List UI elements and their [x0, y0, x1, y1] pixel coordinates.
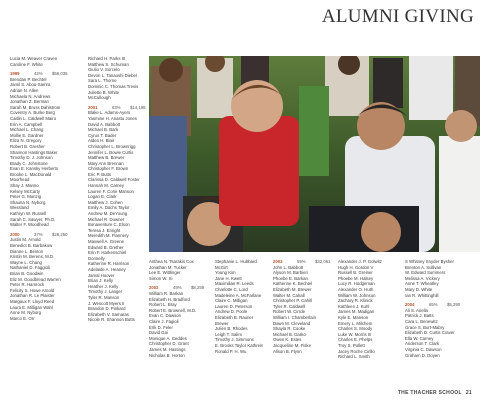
donor-name: Jonathan R. Le Plaister	[10, 293, 55, 299]
footer-school: THE THACHER SCHOOL	[397, 390, 462, 396]
donor-name: Sarah C. Sawyer, Ph.D.	[10, 216, 56, 222]
donor-name: McCullough	[88, 95, 111, 101]
donor-name: Virginia C. Dawson	[405, 346, 442, 352]
donor-name: S Whitney Snyder Bysher	[405, 259, 454, 264]
donor-name: Christopher P. Cahill	[273, 298, 312, 304]
donor-name: Margaux F. Lloyd Reed	[10, 298, 55, 304]
donor-name: James M. Madigan	[338, 309, 375, 315]
donor-name: Peter G. Munzig	[10, 194, 42, 200]
participation-percent: 37%	[34, 231, 43, 237]
donor-name: Alison B. Flynn	[273, 348, 302, 354]
donor-name: Logan E. Clark	[88, 194, 117, 200]
donor-name: Christopher D. Grant	[149, 341, 189, 347]
donor-name: Yasmine H. Anastu Jones	[88, 115, 137, 121]
gift-total: $32,061	[315, 259, 331, 264]
donor-name: David Gai	[149, 330, 168, 336]
participation-percent: 42%	[34, 71, 43, 77]
participation-percent: 65%	[429, 302, 438, 308]
donor-name: Phoebe M. Halsey	[338, 275, 374, 281]
donor-name: Blake L. Adams-Ayers	[88, 110, 131, 116]
donor-name: Brenton A. Sullivan	[405, 264, 442, 270]
donor-name: Caitlin L. Caldwell Mairo	[10, 115, 57, 121]
donor-name: Luke W. Morris III	[338, 331, 372, 337]
class-year: 1999	[10, 71, 20, 77]
donor-name: Andrew M. DeYoung	[88, 211, 128, 217]
donor-name: Elizabeth B. Rauner	[215, 314, 254, 320]
donor-name: Lucy R. Hodgeman	[338, 281, 375, 287]
donor-name: William W. Johnson	[338, 292, 376, 298]
donor-name: Alexander J. P. Golwitz	[338, 259, 382, 264]
donor-name: Eric P. Butts	[88, 171, 112, 177]
donor-name: Shayla R. Cooke	[273, 326, 306, 332]
donor-name: Katherine K. Bechtel	[273, 281, 313, 287]
donor-column-1	[10, 56, 68, 321]
gift-total: $56,035	[52, 71, 68, 77]
donor-name: Emily A. Dachs Taylor	[88, 205, 130, 211]
donor-name: Jonathan Z. Berman	[10, 99, 49, 105]
donor-name: Grace S. Burt-Mabry	[405, 324, 445, 330]
donor-name: Giulio V. Sorcelo	[88, 67, 120, 73]
donor-name: Heather J. Kelly	[88, 283, 119, 289]
donor-name: Tyler R. Manson	[88, 294, 120, 300]
donor-name: Robert W. Cirrde	[273, 309, 305, 315]
donor-column-2	[88, 56, 146, 323]
donor-name: Felicity S. Howe Arnold	[10, 287, 55, 293]
donor-name: Claire C. Milligan	[215, 298, 248, 304]
page-number: 21	[465, 390, 472, 396]
gift-total: $8,259	[191, 285, 205, 291]
donor-name: Stephanie L. Hubbard	[215, 259, 257, 264]
donor-name: Zachary R. Klinick	[338, 298, 373, 304]
donor-name: Brian B. Goodwin	[10, 270, 44, 276]
donor-name: Robert L. Bray	[149, 302, 177, 308]
donor-name: Emery L. Milchem	[338, 320, 373, 326]
donor-name: Peter R. Hamrock	[10, 282, 45, 288]
donor-column-6	[338, 259, 382, 360]
donor-name: Anne M. Nyborg	[10, 310, 42, 316]
donor-name: William I. Chamberlain	[273, 314, 316, 320]
donor-name: Richard H. Parks III	[88, 56, 126, 61]
donor-name: Graham D. Doyen	[405, 352, 440, 358]
donor-name: Matthew S. Schuman	[88, 61, 129, 67]
class-year: 2002	[149, 285, 159, 291]
donor-name: Walter F. Woodhead	[10, 222, 49, 228]
donor-name: Coventry A. Burke Berg	[10, 110, 55, 116]
donor-name: Elizabeth H. Bradford	[149, 296, 190, 302]
donor-name: Erin A. Campbell	[10, 121, 43, 127]
donor-name: Katherine R. Harrison	[88, 261, 130, 267]
donor-name: Elizabeth D. Curtis Craver	[405, 330, 455, 336]
donor-name: William R. Barkan	[149, 290, 184, 296]
donor-column-7	[405, 259, 460, 358]
donor-name: Evan C. Dawson	[149, 313, 182, 319]
donor-name: Erin F. Harkenschiel	[88, 250, 127, 256]
class-year: 2000	[10, 231, 20, 237]
donor-name: Timothy J. Langer	[88, 289, 123, 295]
donor-name: Maximilian R. Leeds	[215, 281, 254, 287]
donor-name: Kristin M. Berens, M.D.	[10, 254, 55, 260]
donor-name: James M. Hastings	[149, 346, 186, 352]
donor-name: Devon L. Tanaoshi Diebel	[88, 72, 137, 78]
donor-name: Christopher L. Brownrigg	[88, 143, 136, 149]
donor-column-4	[215, 259, 263, 354]
donor-name: Nathaniel D. Faggioli	[10, 265, 50, 271]
donor-name: Lee E. Wittlinger	[149, 270, 181, 276]
donor-name: Maxwell A. Greene	[88, 239, 125, 244]
donor-name: Justin M. Arnold	[10, 237, 41, 243]
donor-name: Mary D. White	[405, 286, 433, 292]
donor-name: Troy S. Pollett	[338, 342, 365, 348]
donor-name: Ian R. Whittinghill	[405, 292, 439, 298]
students-photo	[149, 56, 480, 252]
donor-name: Charles S. Moody	[338, 326, 373, 332]
donor-name: Kyle E. Manson	[338, 314, 369, 320]
donor-name: Shay J. Manno	[10, 183, 39, 189]
class-year-header	[405, 302, 460, 308]
donor-name: Shannon Hastings Baker	[10, 149, 58, 155]
donor-name: Michael B. Bark	[88, 127, 119, 133]
donor-name: Marco E. Orr	[10, 315, 35, 321]
donor-name: Elizabeth V. Samaras	[88, 311, 129, 317]
donor-name: Christopher F. Brown	[88, 166, 129, 172]
donor-name: Brady C. Johnstone	[10, 160, 48, 166]
donor-name: Patrick J. Batts	[405, 313, 434, 319]
donor-name: W. Edward Summers	[405, 270, 446, 276]
donor-name: McGirt	[215, 264, 228, 270]
donor-name: Hugh H. Gordon V	[338, 264, 374, 270]
donor-name: Michael R. Downer	[88, 216, 125, 222]
donor-name: Laura E. Milligan Wahl	[10, 304, 53, 310]
donor-name: Dominic C. Thomas Trevis	[88, 83, 139, 89]
class-year: 2003	[273, 259, 283, 264]
donor-name: Teresa J. Enright	[88, 227, 121, 233]
donor-name: Hannah M. Carney	[88, 183, 125, 189]
donor-name: Clarissa D. Caldwell Foster	[88, 177, 140, 183]
donor-name: Kathleen J. Kuhl	[338, 303, 370, 309]
donor-name: Julien B. Rhodes	[215, 326, 248, 332]
donor-name: Dianne L. Benton	[10, 248, 44, 254]
donor-name: Ali S. Ariella	[405, 307, 428, 313]
donor-name: Ronald P. H. Wu	[215, 348, 247, 354]
donor-name: Lauren D. Peterson	[215, 303, 253, 309]
donor-name: Matthew B. Brewer	[88, 155, 125, 161]
donor-name: Jamil S. Abou-Samra	[10, 82, 51, 88]
donor-name: Michaela N. Andrews	[10, 93, 51, 99]
donor-name: Meredith M. Flannery	[88, 233, 129, 239]
page-title: ALUMNI GIVING	[321, 6, 474, 27]
donor-name: Lauren F. Corie Manson	[88, 188, 134, 194]
participation-percent: 63%	[112, 104, 121, 110]
donor-name: Ella W. Carney	[405, 335, 434, 341]
donor-name: Brandon D. Pinkard	[88, 306, 126, 312]
gift-total: $28,250	[52, 231, 68, 237]
donor-name: Bonaventure C. Elson	[88, 222, 130, 228]
donor-column-3	[149, 259, 204, 358]
donor-name: Claire J. Fagioli	[149, 318, 179, 324]
donor-name: Timothy J. Simmons	[215, 337, 254, 343]
class-year-header	[10, 71, 68, 77]
class-year: 2004	[405, 302, 415, 308]
donor-name: Mary Ann Brennan	[88, 160, 124, 166]
donor-name: Brooke L. MacDonald	[10, 171, 52, 177]
donor-name: Brendan P. Bechtel	[10, 76, 47, 82]
gift-total: $14,198	[130, 104, 146, 110]
donor-name: Richard L. Smith	[338, 354, 370, 360]
donor-name: Donnelly	[88, 255, 105, 261]
donor-column-5	[273, 255, 331, 354]
donor-name: Brewer	[215, 320, 229, 326]
donor-name: Russell B. Greiner	[338, 270, 373, 276]
donor-name: Tyler R. Caldwell	[273, 303, 306, 309]
donor-name: Erik D. Feler	[149, 324, 173, 330]
donor-name: Wayne L. Chang	[10, 259, 42, 265]
donor-name: Charlotte C. Lord	[215, 286, 248, 292]
donor-name: John L. Babbott	[273, 264, 304, 270]
donor-name: Brian J. Kelly	[88, 278, 114, 284]
donor-name: Melissa A. Vickery	[405, 275, 440, 281]
donor-name: Jonathan M. Tucker	[149, 264, 187, 270]
donor-name: Nicole R. Shannon Butts	[88, 317, 135, 323]
donor-name: Jacqueline M. Fiske	[273, 342, 311, 348]
donor-name: Anthea N. Tsarakis Cox	[149, 259, 194, 264]
gift-total: $5,290	[447, 302, 461, 308]
donor-name: Nicholas B. Horton	[149, 352, 185, 358]
participation-percent: 59%	[297, 259, 306, 264]
donor-name: Michael L. Chang	[10, 127, 44, 133]
donor-name: Shauna N. Nyborg	[10, 199, 46, 205]
donor-name: Cara L. Benewitz	[405, 318, 438, 324]
donor-name: Anne T. Wheatley	[405, 281, 439, 287]
donor-name: Matthew J. Cohen	[88, 199, 123, 205]
donor-name: Eliz M. Goodbread Warren	[10, 276, 61, 282]
donor-name: Elizabeth M. Brewer	[273, 286, 312, 292]
donor-name: E. Brooks Taylor Kathrein	[215, 342, 264, 348]
donor-name: Robert B. Gresher	[10, 143, 45, 149]
donor-name: Monique A. Geddes	[149, 335, 187, 341]
donor-name: Charles E. Phelps	[338, 337, 373, 343]
donor-name: J. Wescott Myers II	[88, 300, 125, 306]
donor-name: Phoebe E. Barkan	[273, 275, 308, 281]
class-year: 2001	[88, 104, 98, 110]
donor-name: Walter M. Cahall	[273, 292, 305, 298]
donor-name: Jamal Hoover	[88, 272, 115, 278]
donor-name: Dawn M. Cleveland	[273, 320, 311, 326]
donor-name: Eliza N. Gregory	[10, 138, 42, 144]
donor-name: Lucia M. Weaver Craven	[10, 56, 58, 61]
donor-name: Young Kim	[215, 270, 236, 276]
donor-name: Juliette B. White	[88, 89, 120, 95]
donor-name: Kathryn W. Russell	[10, 211, 47, 217]
donor-name: Leigh T. Salim	[215, 331, 242, 337]
donor-name: Sarah M. Bruss Dahlstrom	[10, 104, 61, 110]
donor-name: Mollie E. Gardner	[10, 132, 44, 138]
donor-name: Alyson M. Barbieri	[273, 270, 308, 276]
donor-name: Timothy D. J. Johnson	[10, 155, 53, 161]
donor-name: Caroline F. White	[10, 61, 43, 67]
donor-name: Madeleine A. McFarlane	[215, 292, 262, 298]
donor-name: Edward B. Grether	[88, 244, 124, 250]
donor-name: Moorhead	[10, 177, 30, 183]
donor-name: Jennifer L. Bowie Curtis	[88, 149, 134, 155]
donor-name: Owen K. Estes	[273, 337, 302, 343]
donor-name: Robert E. Brownell, M.D.	[149, 307, 197, 313]
students-photo-illustration	[149, 56, 480, 252]
donor-name: Evan E. Kansky Herberts	[10, 166, 59, 172]
donor-name: Kelsey McCarty	[10, 188, 41, 194]
donor-name: Sara L. Thorne	[88, 78, 117, 84]
class-year-header	[273, 259, 331, 265]
donor-name: Simon W. Xi	[149, 275, 173, 281]
donor-name: Alexander O. Huth	[338, 286, 374, 292]
donor-name: Wessland	[10, 205, 29, 211]
donor-name: Anderson T. Clark	[405, 341, 440, 347]
page-footer	[398, 390, 472, 396]
donor-name: Jane H. Kwett	[215, 275, 242, 281]
donor-name: Andrew D. Poole	[215, 309, 248, 315]
donor-name: Adrian N. Allen	[10, 87, 39, 93]
donor-name: Cyrus T. Bader	[88, 132, 117, 138]
donor-name: Adelaide A. Heaney	[88, 266, 126, 272]
donor-name: Benedict B. Barbakow	[10, 243, 53, 248]
donor-name: Jacey Roche Cirillo	[338, 348, 375, 354]
donor-name: Alden H. Blair	[88, 138, 115, 144]
participation-percent: 49%	[173, 285, 182, 291]
donor-name: David A. Babbott	[88, 121, 121, 127]
donor-name: Michael B. Darko	[273, 331, 306, 337]
